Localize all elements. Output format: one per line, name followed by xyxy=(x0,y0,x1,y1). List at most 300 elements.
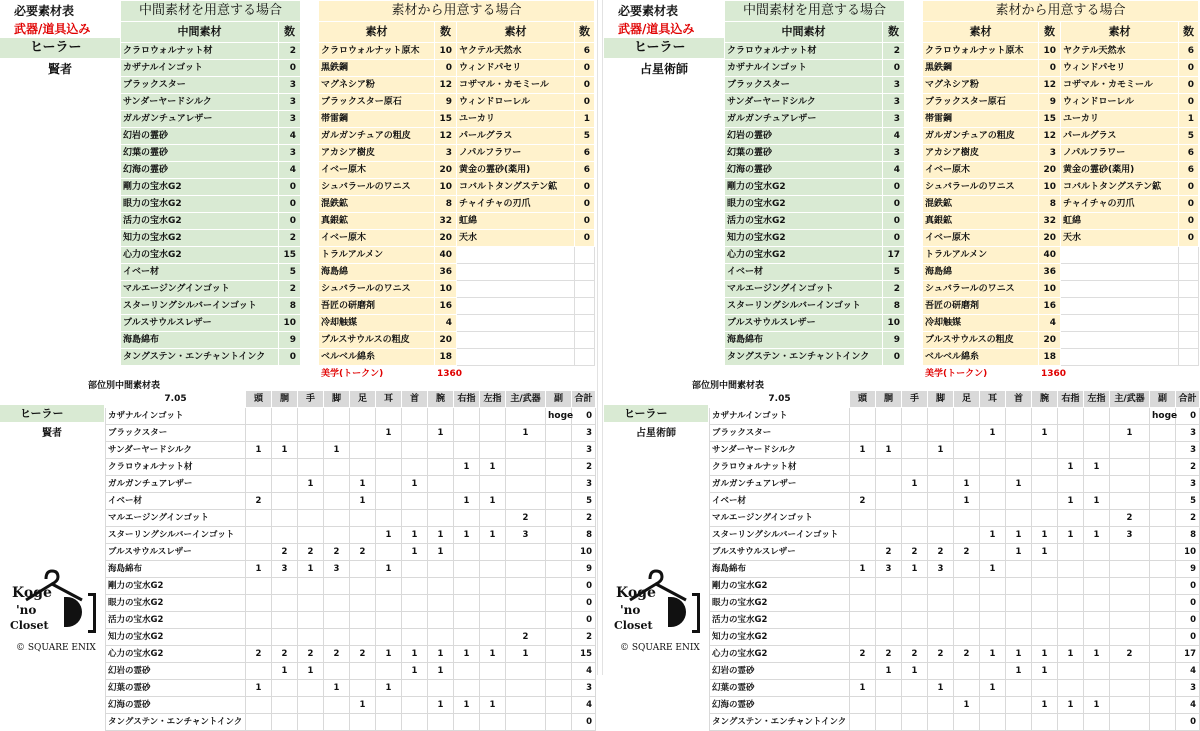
bottom-job-name: 占星術師 xyxy=(636,428,676,439)
parts-total: 0 xyxy=(1176,629,1200,646)
raw2-material-name: 虹綿 xyxy=(457,213,575,230)
raw2-material-name: 天水 xyxy=(457,230,575,247)
parts-count xyxy=(954,595,980,612)
parts-count xyxy=(1110,663,1150,680)
parts-total: 9 xyxy=(1176,561,1200,578)
parts-count xyxy=(1032,612,1058,629)
parts-count xyxy=(428,459,454,476)
parts-total: 3 xyxy=(572,476,596,493)
parts-count xyxy=(1006,680,1032,697)
raw-material-count: 3 xyxy=(1039,145,1061,162)
parts-row xyxy=(106,629,596,646)
raw-material-count: 16 xyxy=(435,298,457,315)
empty-cell xyxy=(1061,247,1179,264)
raw2-material-name: 天水 xyxy=(1061,230,1179,247)
parts-count: 1 xyxy=(1032,697,1058,714)
mid-material-name: イベー材 xyxy=(725,264,883,281)
mid-material-count: 4 xyxy=(883,128,905,145)
parts-count xyxy=(954,442,980,459)
parts-count xyxy=(480,510,506,527)
parts-count xyxy=(376,697,402,714)
parts-count xyxy=(928,578,954,595)
parts-count: 2 xyxy=(350,544,376,561)
mid-material-name: 幻葉の霊砂 xyxy=(121,145,279,162)
raw2-material-count: 6 xyxy=(1179,162,1199,179)
parts-count: 1 xyxy=(1084,697,1110,714)
parts-count xyxy=(454,425,480,442)
parts-total: 0 xyxy=(572,595,596,612)
parts-count xyxy=(350,578,376,595)
raw-material-count: 15 xyxy=(435,111,457,128)
parts-count: 2 xyxy=(272,544,298,561)
parts-item-name: 活力の宝水G2 xyxy=(710,612,850,629)
raw2-material-name: ウィンドパセリ xyxy=(1061,60,1179,77)
parts-count xyxy=(402,697,428,714)
empty-cell xyxy=(1061,281,1179,298)
mid-row xyxy=(121,349,301,366)
empty-cell xyxy=(575,281,595,298)
parts-count: 1 xyxy=(1058,493,1084,510)
parts-count: 2 xyxy=(246,646,272,663)
parts-count xyxy=(428,561,454,578)
parts-count xyxy=(850,629,876,646)
parts-count xyxy=(980,442,1006,459)
raw2-material-name: チャイチャの刃爪 xyxy=(1061,196,1179,213)
parts-count xyxy=(980,510,1006,527)
parts-count xyxy=(480,595,506,612)
parts-item-name: ブラックスター xyxy=(710,425,850,442)
mid-row xyxy=(121,162,301,179)
parts-count xyxy=(1084,663,1110,680)
parts-count: 1 xyxy=(902,663,928,680)
raw-row xyxy=(923,196,1199,213)
parts-count: 1 xyxy=(324,442,350,459)
parts-count xyxy=(1032,510,1058,527)
mid-material-count: 3 xyxy=(279,77,301,94)
raw-material-name: ガルガンチュアの粗皮 xyxy=(319,128,435,145)
raw2-material-name: ユーカリ xyxy=(457,111,575,128)
parts-item-name: 海島綿布 xyxy=(106,561,246,578)
parts-total: 0 xyxy=(572,714,596,731)
parts-count xyxy=(850,544,876,561)
parts-total: 2 xyxy=(1176,459,1200,476)
parts-count: 2 xyxy=(246,493,272,510)
raw-material-name: 海島綿 xyxy=(923,264,1039,281)
parts-count xyxy=(1032,459,1058,476)
parts-count xyxy=(1032,442,1058,459)
parts-count xyxy=(902,595,928,612)
raw-row xyxy=(319,179,595,196)
raw-material-count: 10 xyxy=(1039,179,1061,196)
raw-material-name: 冷却触媒 xyxy=(923,315,1039,332)
empty-cell xyxy=(1179,315,1199,332)
mid-material-count: 0 xyxy=(279,60,301,77)
sheet-title: 必要素材表 xyxy=(14,4,75,18)
parts-count xyxy=(850,714,876,731)
raw-row xyxy=(319,111,595,128)
mid-material-count: 0 xyxy=(883,230,905,247)
parts-count xyxy=(1084,595,1110,612)
parts-count: 1 xyxy=(298,663,324,680)
parts-count xyxy=(546,510,572,527)
raw2-material-name: 黄金の霊砂(薬用) xyxy=(1061,162,1179,179)
parts-count: 1 xyxy=(454,493,480,510)
parts-count: 1 xyxy=(1058,459,1084,476)
parts-count: 1 xyxy=(324,680,350,697)
raw-material-count: 10 xyxy=(435,281,457,298)
parts-count xyxy=(1110,493,1150,510)
parts-count xyxy=(1150,578,1176,595)
parts-count xyxy=(1058,442,1084,459)
parts-total: 2 xyxy=(572,629,596,646)
parts-row xyxy=(106,476,596,493)
parts-count xyxy=(350,527,376,544)
parts-count xyxy=(324,697,350,714)
parts-item-name: サンダーヤードシルク xyxy=(710,442,850,459)
parts-count: 1 xyxy=(1084,527,1110,544)
parts-count xyxy=(272,714,298,731)
parts-count xyxy=(428,408,454,425)
col-raw2-header: 素材 xyxy=(1061,22,1179,43)
parts-count xyxy=(1006,578,1032,595)
raw-row xyxy=(319,247,595,264)
bottom-title: 部位別中間素材表 xyxy=(692,381,765,391)
bottom-job-class: ヒーラー xyxy=(0,405,104,422)
parts-count xyxy=(298,459,324,476)
parts-count: 1 xyxy=(454,527,480,544)
band-mid: 中間素材を用意する場合 xyxy=(121,1,301,22)
parts-count xyxy=(850,595,876,612)
raw2-material-name: ウィンドローレル xyxy=(457,94,575,111)
parts-count: 1 xyxy=(850,561,876,578)
parts-total: 17 xyxy=(1176,646,1200,663)
mid-material-name: ガルガンチュアレザー xyxy=(725,111,883,128)
parts-count: 1 xyxy=(480,646,506,663)
parts-row xyxy=(710,527,1200,544)
parts-count xyxy=(546,646,572,663)
parts-count xyxy=(298,595,324,612)
mid-row xyxy=(121,145,301,162)
parts-count xyxy=(1006,714,1032,731)
mid-material-count: 0 xyxy=(279,349,301,366)
parts-count xyxy=(1110,544,1150,561)
parts-count xyxy=(980,612,1006,629)
raw-row xyxy=(923,60,1199,77)
parts-count: 2 xyxy=(928,544,954,561)
mid-material-count: 3 xyxy=(883,77,905,94)
parts-row xyxy=(710,408,1200,425)
raw-material-name: ブルスサウルスの粗皮 xyxy=(923,332,1039,349)
empty-cell xyxy=(457,366,575,383)
mid-row xyxy=(121,196,301,213)
parts-item-name: 眼力の宝水G2 xyxy=(106,595,246,612)
logo-line2: 'no xyxy=(620,603,641,617)
mid-row xyxy=(725,332,905,349)
col-num-header: 数 xyxy=(279,22,301,43)
parts-count xyxy=(324,612,350,629)
parts-row xyxy=(710,646,1200,663)
parts-count xyxy=(1150,561,1176,578)
raw-material-count: 15 xyxy=(1039,111,1061,128)
parts-count: 1 xyxy=(480,459,506,476)
parts-count xyxy=(1058,425,1084,442)
parts-count xyxy=(402,493,428,510)
mid-material-count: 2 xyxy=(279,281,301,298)
empty-cell xyxy=(1061,332,1179,349)
parts-row xyxy=(710,425,1200,442)
parts-count: 3 xyxy=(1110,527,1150,544)
parts-count xyxy=(506,680,546,697)
parts-count: 3 xyxy=(876,561,902,578)
raw-row xyxy=(319,264,595,281)
parts-count: 1 xyxy=(506,646,546,663)
parts-count xyxy=(902,493,928,510)
raw2-material-count: 6 xyxy=(575,162,595,179)
parts-count: 2 xyxy=(298,544,324,561)
parts-count xyxy=(850,510,876,527)
raw-row xyxy=(923,111,1199,128)
parts-item-name: ブラックスター xyxy=(106,425,246,442)
parts-row xyxy=(710,629,1200,646)
empty-cell xyxy=(457,332,575,349)
parts-count: 1 xyxy=(1084,646,1110,663)
mid-material-count: 9 xyxy=(279,332,301,349)
raw-material-name: トラルアルメン xyxy=(923,247,1039,264)
empty-cell xyxy=(575,264,595,281)
parts-count: 1 xyxy=(350,476,376,493)
parts-item-name: ブルスサウルスレザー xyxy=(710,544,850,561)
mid-material-name: 心力の宝水G2 xyxy=(725,247,883,264)
parts-row xyxy=(106,459,596,476)
empty-cell xyxy=(457,281,575,298)
mid-material-count: 4 xyxy=(279,162,301,179)
parts-count: 1 xyxy=(246,680,272,697)
parts-total: 2 xyxy=(1176,510,1200,527)
parts-count xyxy=(1032,476,1058,493)
bottom-job-class: ヒーラー xyxy=(604,405,708,422)
parts-table xyxy=(105,390,596,731)
mid-material-count: 15 xyxy=(279,247,301,264)
raw2-material-count: 6 xyxy=(1179,43,1199,60)
parts-count: 1 xyxy=(1006,663,1032,680)
raw-row xyxy=(923,332,1199,349)
parts-count xyxy=(1084,408,1110,425)
part-header: 副 xyxy=(1150,391,1176,408)
raw-material-count: 20 xyxy=(1039,230,1061,247)
raw-material-count: 40 xyxy=(435,247,457,264)
parts-item-name: クラロウォルナット材 xyxy=(710,459,850,476)
parts-row xyxy=(710,680,1200,697)
mid-material-name: 活力の宝水G2 xyxy=(121,213,279,230)
parts-item-name: イベー材 xyxy=(710,493,850,510)
raw-material-name: シュバラールのワニス xyxy=(923,281,1039,298)
parts-row xyxy=(710,561,1200,578)
parts-count xyxy=(272,697,298,714)
empty-cell xyxy=(1061,298,1179,315)
panel-astrologian xyxy=(604,0,1200,727)
band-mid: 中間素材を用意する場合 xyxy=(725,1,905,22)
parts-count xyxy=(298,697,324,714)
raw-material-name: クラロウォルナット原木 xyxy=(923,43,1039,60)
parts-count xyxy=(980,629,1006,646)
parts-total: 2 xyxy=(572,510,596,527)
parts-total: 0 xyxy=(572,612,596,629)
parts-count xyxy=(350,612,376,629)
parts-count xyxy=(546,476,572,493)
raw-material-count: 10 xyxy=(435,43,457,60)
parts-count xyxy=(480,561,506,578)
parts-count xyxy=(428,510,454,527)
parts-count: 1 xyxy=(980,425,1006,442)
parts-count: 1 xyxy=(1058,527,1084,544)
parts-count xyxy=(1150,476,1176,493)
parts-count xyxy=(1058,408,1084,425)
raw-material-count: 12 xyxy=(435,77,457,94)
parts-count xyxy=(954,408,980,425)
parts-count: 1 xyxy=(954,476,980,493)
parts-count xyxy=(376,544,402,561)
parts-count xyxy=(298,527,324,544)
mid-material-name: ブルスサウルスレザー xyxy=(121,315,279,332)
parts-row xyxy=(710,493,1200,510)
empty-cell xyxy=(575,349,595,366)
parts-count xyxy=(246,527,272,544)
mid-material-count: 10 xyxy=(883,315,905,332)
parts-count xyxy=(1006,425,1032,442)
parts-count xyxy=(402,629,428,646)
col-raw-header: 素材 xyxy=(923,22,1039,43)
parts-count xyxy=(350,510,376,527)
parts-count xyxy=(1058,629,1084,646)
parts-count xyxy=(428,578,454,595)
parts-count xyxy=(850,697,876,714)
parts-count: 2 xyxy=(506,510,546,527)
raw-material-name: 冷却触媒 xyxy=(319,315,435,332)
parts-count xyxy=(1110,442,1150,459)
parts-count xyxy=(454,612,480,629)
parts-count: 1 xyxy=(376,425,402,442)
mid-material-name: カザナルインゴット xyxy=(121,60,279,77)
parts-count xyxy=(428,476,454,493)
parts-count xyxy=(954,527,980,544)
parts-count: 2 xyxy=(850,493,876,510)
mid-material-count: 8 xyxy=(883,298,905,315)
parts-count: 1 xyxy=(376,646,402,663)
parts-count xyxy=(1006,595,1032,612)
raw-row xyxy=(923,349,1199,366)
mid-material-count: 3 xyxy=(279,111,301,128)
parts-count: 1 xyxy=(850,680,876,697)
mid-material-count: 4 xyxy=(279,128,301,145)
part-header: 手 xyxy=(902,391,928,408)
parts-row xyxy=(106,493,596,510)
mid-material-name: 知力の宝水G2 xyxy=(121,230,279,247)
mid-material-count: 2 xyxy=(883,281,905,298)
koge-no-closet-logo xyxy=(614,565,724,645)
parts-count xyxy=(324,578,350,595)
parts-count xyxy=(350,425,376,442)
parts-count xyxy=(928,408,954,425)
mid-row xyxy=(121,332,301,349)
mid-material-name: 剛力の宝水G2 xyxy=(121,179,279,196)
parts-count xyxy=(402,561,428,578)
parts-row xyxy=(106,442,596,459)
parts-count xyxy=(298,442,324,459)
raw-material-name: 帯雷鋼 xyxy=(923,111,1039,128)
parts-item-name: クラロウォルナット材 xyxy=(106,459,246,476)
parts-count xyxy=(272,527,298,544)
parts-total: 0 xyxy=(1176,578,1200,595)
parts-count xyxy=(454,476,480,493)
parts-count xyxy=(1110,595,1150,612)
raw2-material-count: 0 xyxy=(575,94,595,111)
parts-count xyxy=(376,578,402,595)
part-header: 主/武器 xyxy=(1110,391,1150,408)
parts-count: 1 xyxy=(1032,663,1058,680)
col-raw-header: 素材 xyxy=(319,22,435,43)
raw2-material-count: 0 xyxy=(1179,179,1199,196)
mid-material-name: カザナルインゴット xyxy=(725,60,883,77)
parts-item-name: ブルスサウルスレザー xyxy=(106,544,246,561)
parts-count xyxy=(1058,561,1084,578)
raw-row xyxy=(319,230,595,247)
parts-row xyxy=(710,714,1200,731)
mid-material-name: 剛力の宝水G2 xyxy=(725,179,883,196)
parts-count xyxy=(272,595,298,612)
mid-row xyxy=(121,281,301,298)
mid-row xyxy=(121,315,301,332)
empty-cell xyxy=(1179,264,1199,281)
parts-count xyxy=(954,510,980,527)
col-num-header: 数 xyxy=(883,22,905,43)
col-num-header: 数 xyxy=(1039,22,1061,43)
parts-count xyxy=(1032,680,1058,697)
raw-row xyxy=(319,77,595,94)
parts-count: 2 xyxy=(298,646,324,663)
parts-count: 1 xyxy=(454,459,480,476)
parts-count xyxy=(1006,408,1032,425)
raw2-material-name: パールグラス xyxy=(457,128,575,145)
parts-count xyxy=(546,561,572,578)
raw-row xyxy=(923,162,1199,179)
raw-material-name: 吾匠の研磨剤 xyxy=(319,298,435,315)
raw-material-name: ブラックスター原石 xyxy=(319,94,435,111)
parts-count: 2 xyxy=(876,646,902,663)
parts-count xyxy=(480,629,506,646)
parts-count xyxy=(1150,493,1176,510)
col-num2-header: 数 xyxy=(1179,22,1199,43)
mid-material-count: 2 xyxy=(279,230,301,247)
parts-count xyxy=(298,612,324,629)
parts-count xyxy=(506,595,546,612)
parts-count: hoge xyxy=(1150,408,1176,425)
parts-count xyxy=(506,697,546,714)
part-header: 左指 xyxy=(480,391,506,408)
raw-row xyxy=(923,94,1199,111)
parts-count: 1 xyxy=(876,442,902,459)
mid-row xyxy=(725,128,905,145)
parts-count xyxy=(402,578,428,595)
empty-cell xyxy=(1061,366,1179,383)
parts-count xyxy=(298,408,324,425)
raw-material-name: マグネシア粉 xyxy=(319,77,435,94)
parts-count: 1 xyxy=(1006,527,1032,544)
parts-count: 1 xyxy=(350,697,376,714)
parts-count: 1 xyxy=(454,697,480,714)
parts-count: 2 xyxy=(902,544,928,561)
parts-total: 0 xyxy=(572,578,596,595)
parts-count xyxy=(350,442,376,459)
